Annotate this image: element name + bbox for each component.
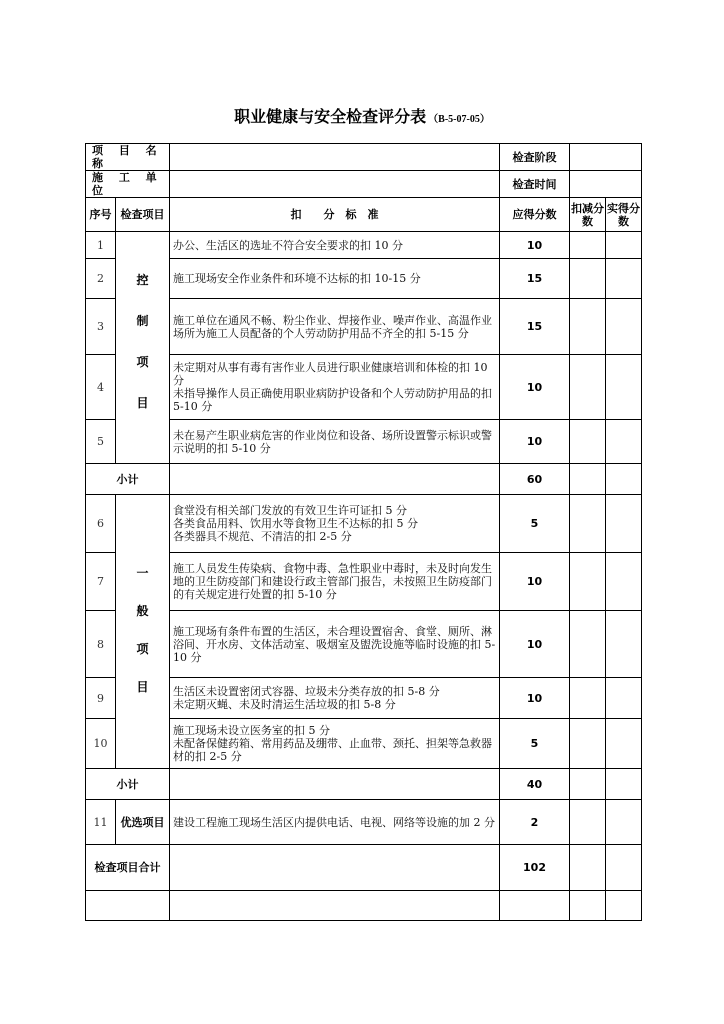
due-score: 5 xyxy=(500,719,570,769)
col-actual: 实得分数 xyxy=(606,198,642,232)
row-number: 3 xyxy=(86,299,116,355)
col-seq: 序号 xyxy=(86,198,116,232)
category-general xyxy=(116,495,170,769)
category-char: 目 xyxy=(136,396,149,410)
actual-field[interactable] xyxy=(606,495,642,553)
due-score: 10 xyxy=(500,420,570,464)
deduct-field[interactable] xyxy=(570,259,606,299)
row-number: 6 xyxy=(86,495,116,553)
col-due: 应得分数 xyxy=(500,198,570,232)
col-item: 检查项目 xyxy=(116,198,170,232)
table-row xyxy=(86,420,642,464)
form-code: （B-5-07-05） xyxy=(428,114,490,125)
col-deduct: 扣减分数 xyxy=(570,198,606,232)
category-char: 目 xyxy=(136,680,149,694)
score-table xyxy=(85,143,642,921)
time-label: 检查时间 xyxy=(500,171,570,198)
stage-label: 检查阶段 xyxy=(500,144,570,171)
due-score: 5 xyxy=(500,495,570,553)
blank-cell[interactable] xyxy=(86,891,170,921)
actual-field[interactable] xyxy=(606,355,642,420)
due-score: 10 xyxy=(500,355,570,420)
row-number: 9 xyxy=(86,678,116,719)
total-value: 102 xyxy=(500,845,570,891)
row-number: 7 xyxy=(86,553,116,611)
blank-cell[interactable] xyxy=(606,891,642,921)
row-number: 11 xyxy=(86,800,116,845)
deduct-field[interactable] xyxy=(570,464,606,495)
deduct-field[interactable] xyxy=(570,232,606,259)
category-optional: 优选项目 xyxy=(116,800,170,845)
table-row xyxy=(86,678,642,719)
actual-field[interactable] xyxy=(606,464,642,495)
deduct-field[interactable] xyxy=(570,769,606,800)
actual-field[interactable] xyxy=(606,232,642,259)
category-char: 一 xyxy=(136,566,149,580)
empty-cell xyxy=(170,769,500,800)
subtotal-value: 60 xyxy=(500,464,570,495)
deduct-field[interactable] xyxy=(570,800,606,845)
actual-field[interactable] xyxy=(606,845,642,891)
subtotal-value: 40 xyxy=(500,769,570,800)
empty-cell xyxy=(170,464,500,495)
total-row xyxy=(86,845,642,891)
table-row xyxy=(86,611,642,678)
criteria-text: 施工人员发生传染病、食物中毒、急性职业中毒时，未及时向发生地的卫生防疫部门和建设行政主管部门报告，未按照卫生防疫部门的有关规定进行处置的扣 5-10 分 xyxy=(170,553,500,611)
table-row xyxy=(86,553,642,611)
table-row xyxy=(86,299,642,355)
deduct-field[interactable] xyxy=(570,845,606,891)
due-score: 15 xyxy=(500,299,570,355)
subtotal-row xyxy=(86,769,642,800)
actual-field[interactable] xyxy=(606,259,642,299)
deduct-field[interactable] xyxy=(570,355,606,420)
deduct-field[interactable] xyxy=(570,420,606,464)
col-criteria: 扣 分 标 准 xyxy=(170,198,500,232)
category-char: 制 xyxy=(136,314,149,328)
stage-field[interactable] xyxy=(570,144,642,171)
deduct-field[interactable] xyxy=(570,719,606,769)
criteria-text: 未定期对从事有毒有害作业人员进行职业健康培训和体检的扣 10 分 未指导操作人员正确使用职业病防护设备和个人劳动防护用品的扣 5-10 分 xyxy=(170,355,500,420)
actual-field[interactable] xyxy=(606,420,642,464)
category-char: 般 xyxy=(136,604,149,618)
due-score: 10 xyxy=(500,232,570,259)
row-number: 2 xyxy=(86,259,116,299)
row-number: 10 xyxy=(86,719,116,769)
row-number: 1 xyxy=(86,232,116,259)
criteria-text: 施工现场未设立医务室的扣 5 分 未配备保健药箱、常用药品及绷带、止血带、颈托、担架等急救器材的扣 2-5 分 xyxy=(170,719,500,769)
empty-cell xyxy=(170,845,500,891)
deduct-field[interactable] xyxy=(570,678,606,719)
actual-field[interactable] xyxy=(606,800,642,845)
due-score: 10 xyxy=(500,611,570,678)
blank-cell[interactable] xyxy=(570,891,606,921)
unit-label: 施 工 单 位 xyxy=(86,171,170,198)
deduct-field[interactable] xyxy=(570,299,606,355)
form-title-main: 职业健康与安全检查评分表 xyxy=(234,107,427,126)
blank-row xyxy=(86,891,642,921)
due-score: 10 xyxy=(500,678,570,719)
criteria-text: 未在易产生职业病危害的作业岗位和设备、场所设置警示标识或警示说明的扣 5-10 分 xyxy=(170,420,500,464)
row-number: 5 xyxy=(86,420,116,464)
subtotal-label: 小计 xyxy=(86,769,170,800)
deduct-field[interactable] xyxy=(570,611,606,678)
subtotal-label: 小计 xyxy=(86,464,170,495)
actual-field[interactable] xyxy=(606,553,642,611)
table-row xyxy=(86,232,642,259)
actual-field[interactable] xyxy=(606,769,642,800)
category-char: 项 xyxy=(136,355,149,369)
deduct-field[interactable] xyxy=(570,495,606,553)
form-title xyxy=(0,104,724,127)
criteria-text: 施工现场安全作业条件和环境不达标的扣 10-15 分 xyxy=(170,259,500,299)
criteria-text: 办公、生活区的选址不符合安全要求的扣 10 分 xyxy=(170,232,500,259)
actual-field[interactable] xyxy=(606,678,642,719)
category-char: 项 xyxy=(136,642,149,656)
table-row xyxy=(86,800,642,845)
criteria-text: 生活区未设置密闭式容器、垃圾未分类存放的扣 5-8 分 未定期灭蝇、未及时清运生活垃圾的扣 5-8 分 xyxy=(170,678,500,719)
total-label: 检查项目合计 xyxy=(86,845,170,891)
row-number: 4 xyxy=(86,355,116,420)
category-char: 控 xyxy=(136,273,149,287)
row-number: 8 xyxy=(86,611,116,678)
category-control xyxy=(116,232,170,464)
due-score: 2 xyxy=(500,800,570,845)
blank-cell[interactable] xyxy=(170,891,500,921)
table-row xyxy=(86,259,642,299)
actual-field[interactable] xyxy=(606,719,642,769)
unit-row xyxy=(86,171,642,198)
time-field[interactable] xyxy=(570,171,642,198)
criteria-text: 建设工程施工现场生活区内提供电话、电视、网络等设施的加 2 分 xyxy=(170,800,500,845)
project-name-label: 项 目 名 称 xyxy=(86,144,170,171)
subtotal-row xyxy=(86,464,642,495)
deduct-field[interactable] xyxy=(570,553,606,611)
unit-field[interactable] xyxy=(170,171,500,198)
table-row xyxy=(86,495,642,553)
due-score: 15 xyxy=(500,259,570,299)
column-header-row xyxy=(86,198,642,232)
project-name-row xyxy=(86,144,642,171)
due-score: 10 xyxy=(500,553,570,611)
project-name-field[interactable] xyxy=(170,144,500,171)
actual-field[interactable] xyxy=(606,299,642,355)
table-row xyxy=(86,719,642,769)
criteria-text: 食堂没有相关部门发放的有效卫生许可证扣 5 分 各类食品用料、饮用水等食物卫生不达标的扣 5 分 各类器具不规范、不清洁的扣 2-5 分 xyxy=(170,495,500,553)
table-row xyxy=(86,355,642,420)
criteria-text: 施工现场有条件布置的生活区，未合理设置宿舍、食堂、厕所、淋浴间、开水房、文体活动室、吸烟室及盥洗设施等临时设施的扣 5-10 分 xyxy=(170,611,500,678)
blank-cell[interactable] xyxy=(500,891,570,921)
actual-field[interactable] xyxy=(606,611,642,678)
criteria-text: 施工单位在通风不畅、粉尘作业、焊接作业、噪声作业、高温作业场所为施工人员配备的个人劳动防护用品不齐全的扣 5-15 分 xyxy=(170,299,500,355)
